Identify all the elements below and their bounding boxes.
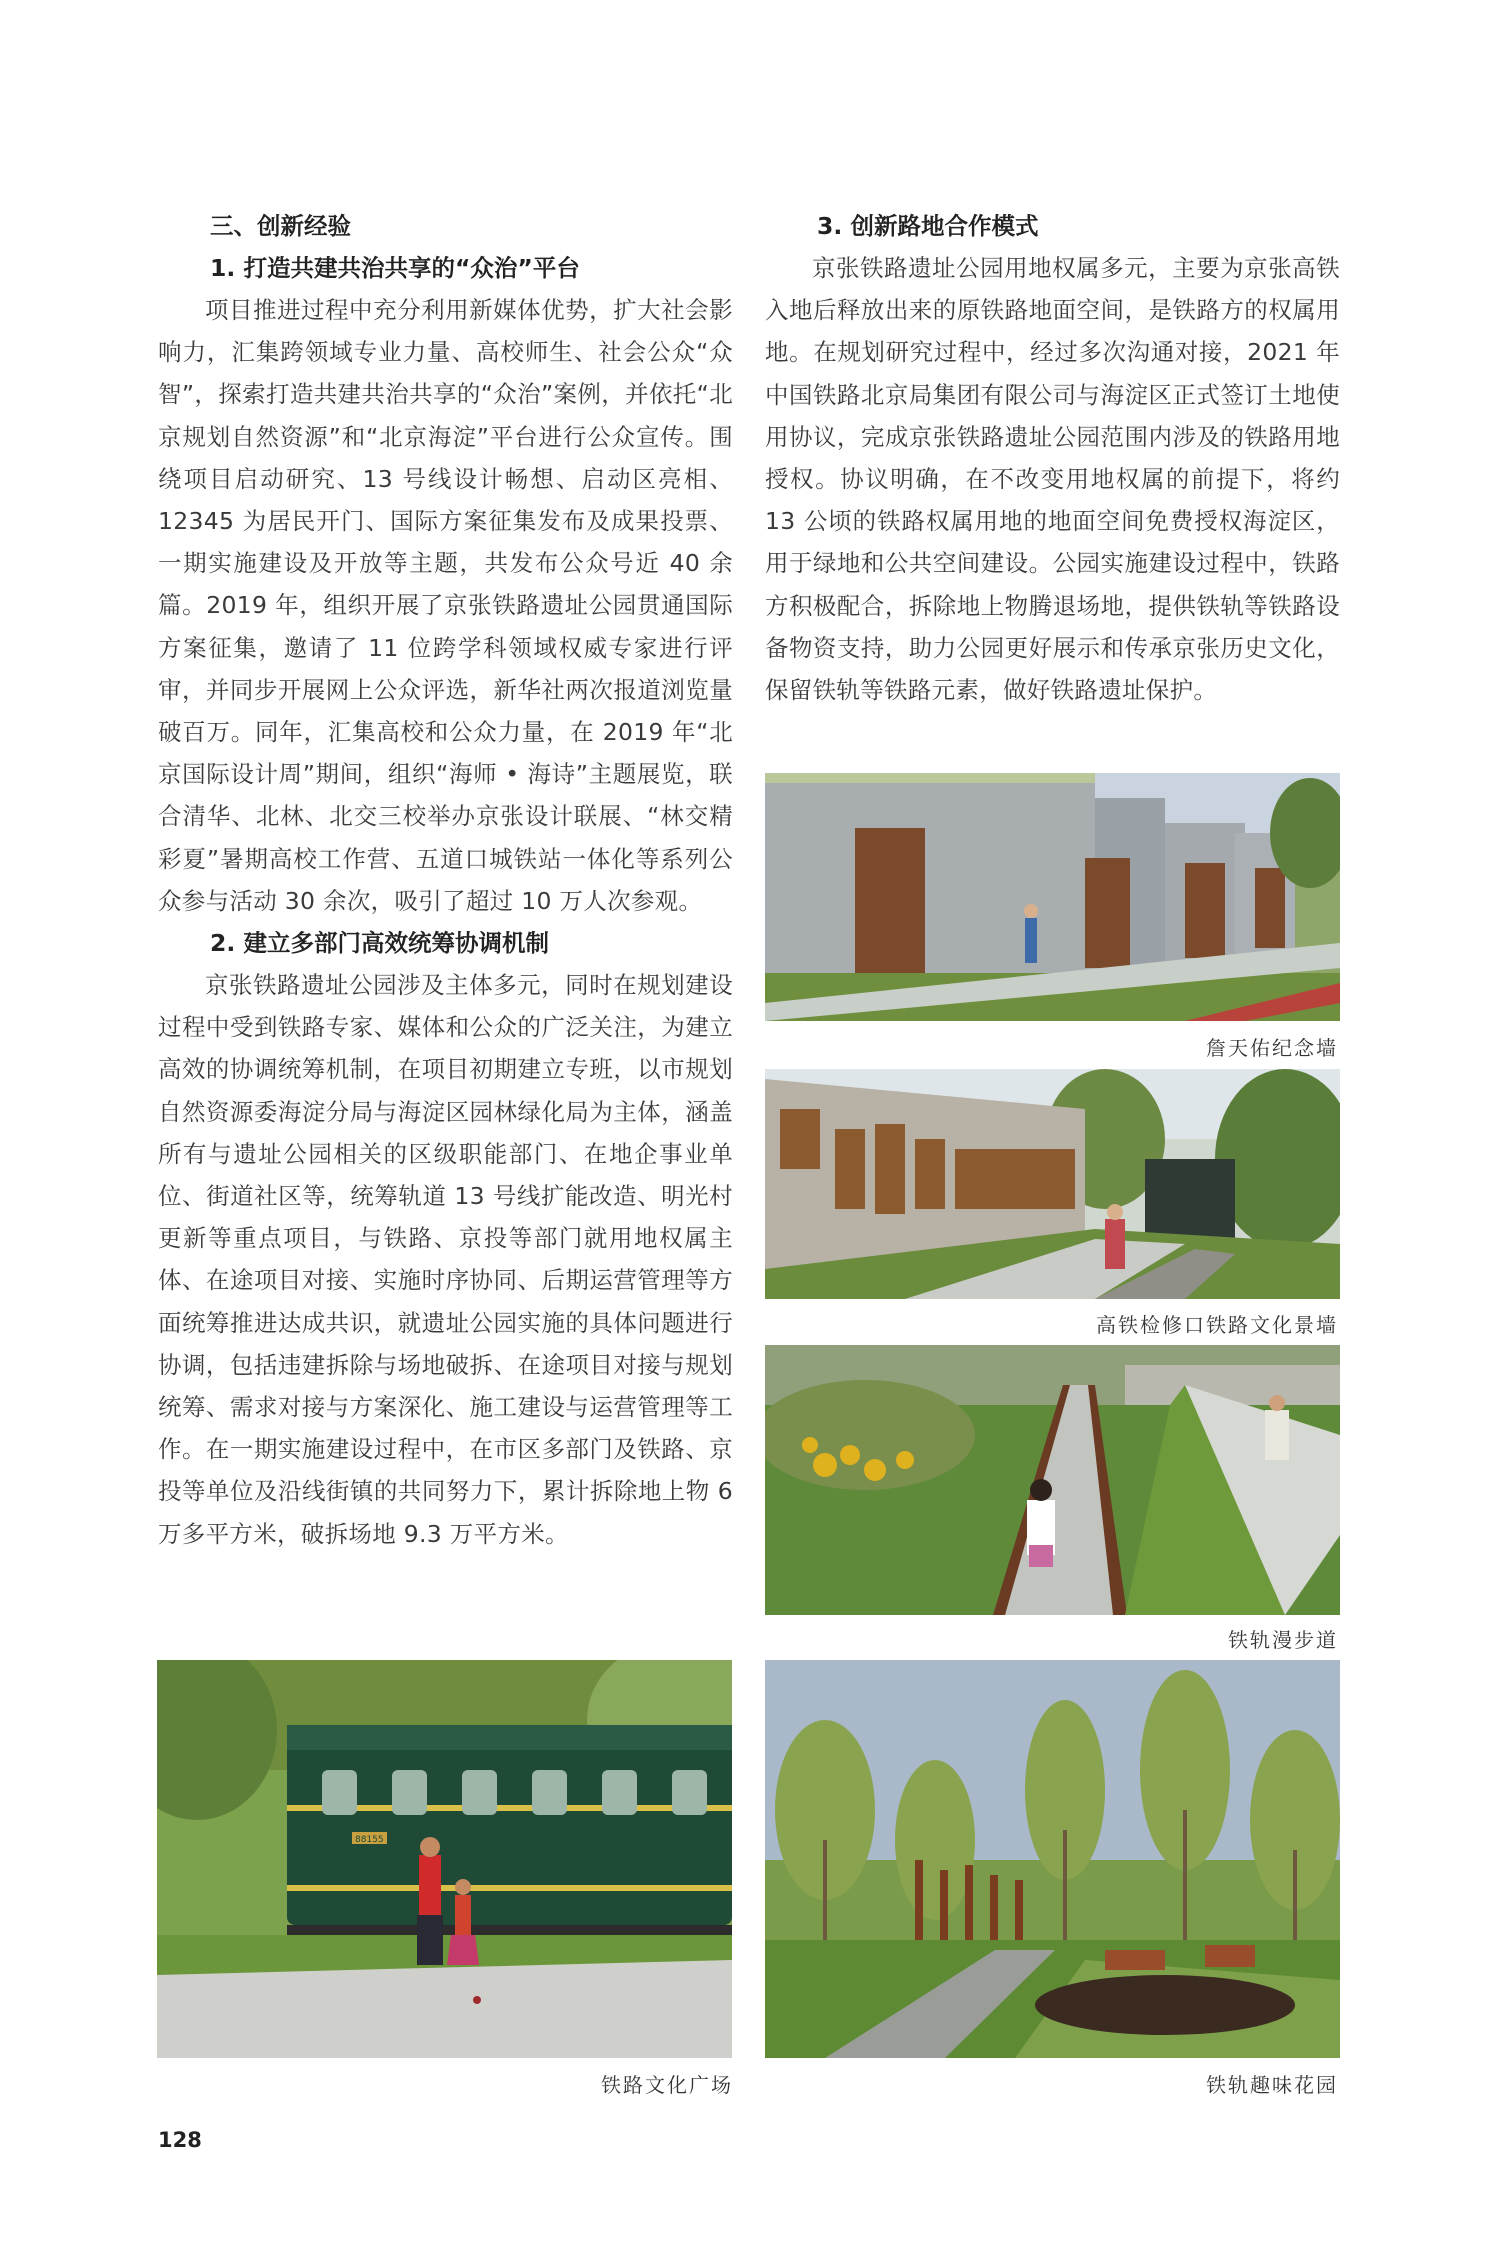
caption-2: 高铁检修口铁路文化景墙 — [1096, 1313, 1338, 1337]
subheading-3: 3. 创新路地合作模式 — [817, 212, 1039, 240]
photo-train-plaza — [157, 1660, 732, 2058]
caption-4: 铁路文化广场 — [601, 2073, 733, 2097]
photo-culture-wall — [765, 1069, 1340, 1299]
caption-1: 詹天佑纪念墙 — [1206, 1036, 1338, 1060]
paragraph-3: 京张铁路遗址公园用地权属多元，主要为京张高铁入地后释放出来的原铁路地面空间，是铁路方的权属用地。在规划研究过程中，经过多次沟通对接，2021 年中国铁路北京局集团有限公司与海淀区正式签订土地使用协议，完成京张铁路遗址公园范围内涉及的铁路用地授权。协议明确，在不改变用地权属的前提下，将约 13 公顷的铁路权属用地的地面空间免费授权海淀区，用于绿地和公共空间建设。公园实施建设过程中，铁路方积极配合，拆除地上物腾退场地，提供铁轨等铁路设备物资支持，助力公园更好展示和传承京张历史文化，保留铁轨等铁路元素，做好铁路遗址保护。 — [765, 254, 1340, 705]
subheading-1: 1. 打造共建共治共享的“众治”平台 — [210, 254, 580, 282]
caption-5: 铁轨趣味花园 — [1206, 2073, 1338, 2097]
page-number: 128 — [158, 2128, 202, 2152]
caption-3: 铁轨漫步道 — [1228, 1628, 1338, 1652]
paragraph-1: 项目推进过程中充分利用新媒体优势，扩大社会影响力，汇集跨领域专业力量、高校师生、社会公众“众智”，探索打造共建共治共享的“众治”案例，并依托“北京规划自然资源”和“北京海淀”平台进行公众宣传。围绕项目启动研究、13 号线设计畅想、启动区亮相、12345 为居民开门、国际方案征集发布及成果投票、一期实施建设及开放等主题，共发布公众号近 40 余篇。2019 年，组织开展了京张铁路遗址公园贯通国际方案征集，邀请了 11 位跨学科领域权威专家进行评审，并同步开展网上公众评选，新华社两次报道浏览量破百万。同年，汇集高校和公众力量，在 2019 年“北京国际设计周”期间，组织“海师 • 海诗”主题展览，联合清华、北林、北交三校举办京张设计联展、“林交精彩夏”暑期高校工作营、五道口城铁站一体化等系列公众参与活动 30 余次，吸引了超过 10 万人次参观。 — [158, 296, 733, 915]
right-column — [765, 205, 1340, 711]
photo-rail-garden — [765, 1660, 1340, 2058]
photo-rail-walkway — [765, 1345, 1340, 1615]
photo-memorial-wall — [765, 773, 1340, 1021]
subheading-2: 2. 建立多部门高效统筹协调机制 — [210, 929, 549, 958]
section-title: 三、创新经验 — [210, 212, 351, 240]
left-column — [158, 205, 733, 1555]
train-number-text: 88155 — [355, 1835, 384, 1845]
paragraph-2: 京张铁路遗址公园涉及主体多元，同时在规划建设过程中受到铁路专家、媒体和公众的广泛关注，为建立高效的协调统筹机制，在项目初期建立专班，以市规划自然资源委海淀分局与海淀区园林绿化局为主体，涵盖所有与遗址公园相关的区级职能部门、在地企事业单位、街道社区等，统筹轨道 13 号线扩能改造、明光村更新等重点项目，与铁路、京投等部门就用地权属主体、在途项目对接、实施时序协同、后期运营管理等方面统筹推进达成共识，就遗址公园实施的具体问题进行协调，包括违建拆除与场地破拆、在途项目对接与规划统筹、需求对接与方案深化、施工建设与运营管理等工作。在一期实施建设过程中，在市区多部门及铁路、京投等单位及沿线街镇的共同努力下，累计拆除地上物 6 万多平方米，破拆场地 9.3 万平方米。 — [158, 971, 733, 1548]
